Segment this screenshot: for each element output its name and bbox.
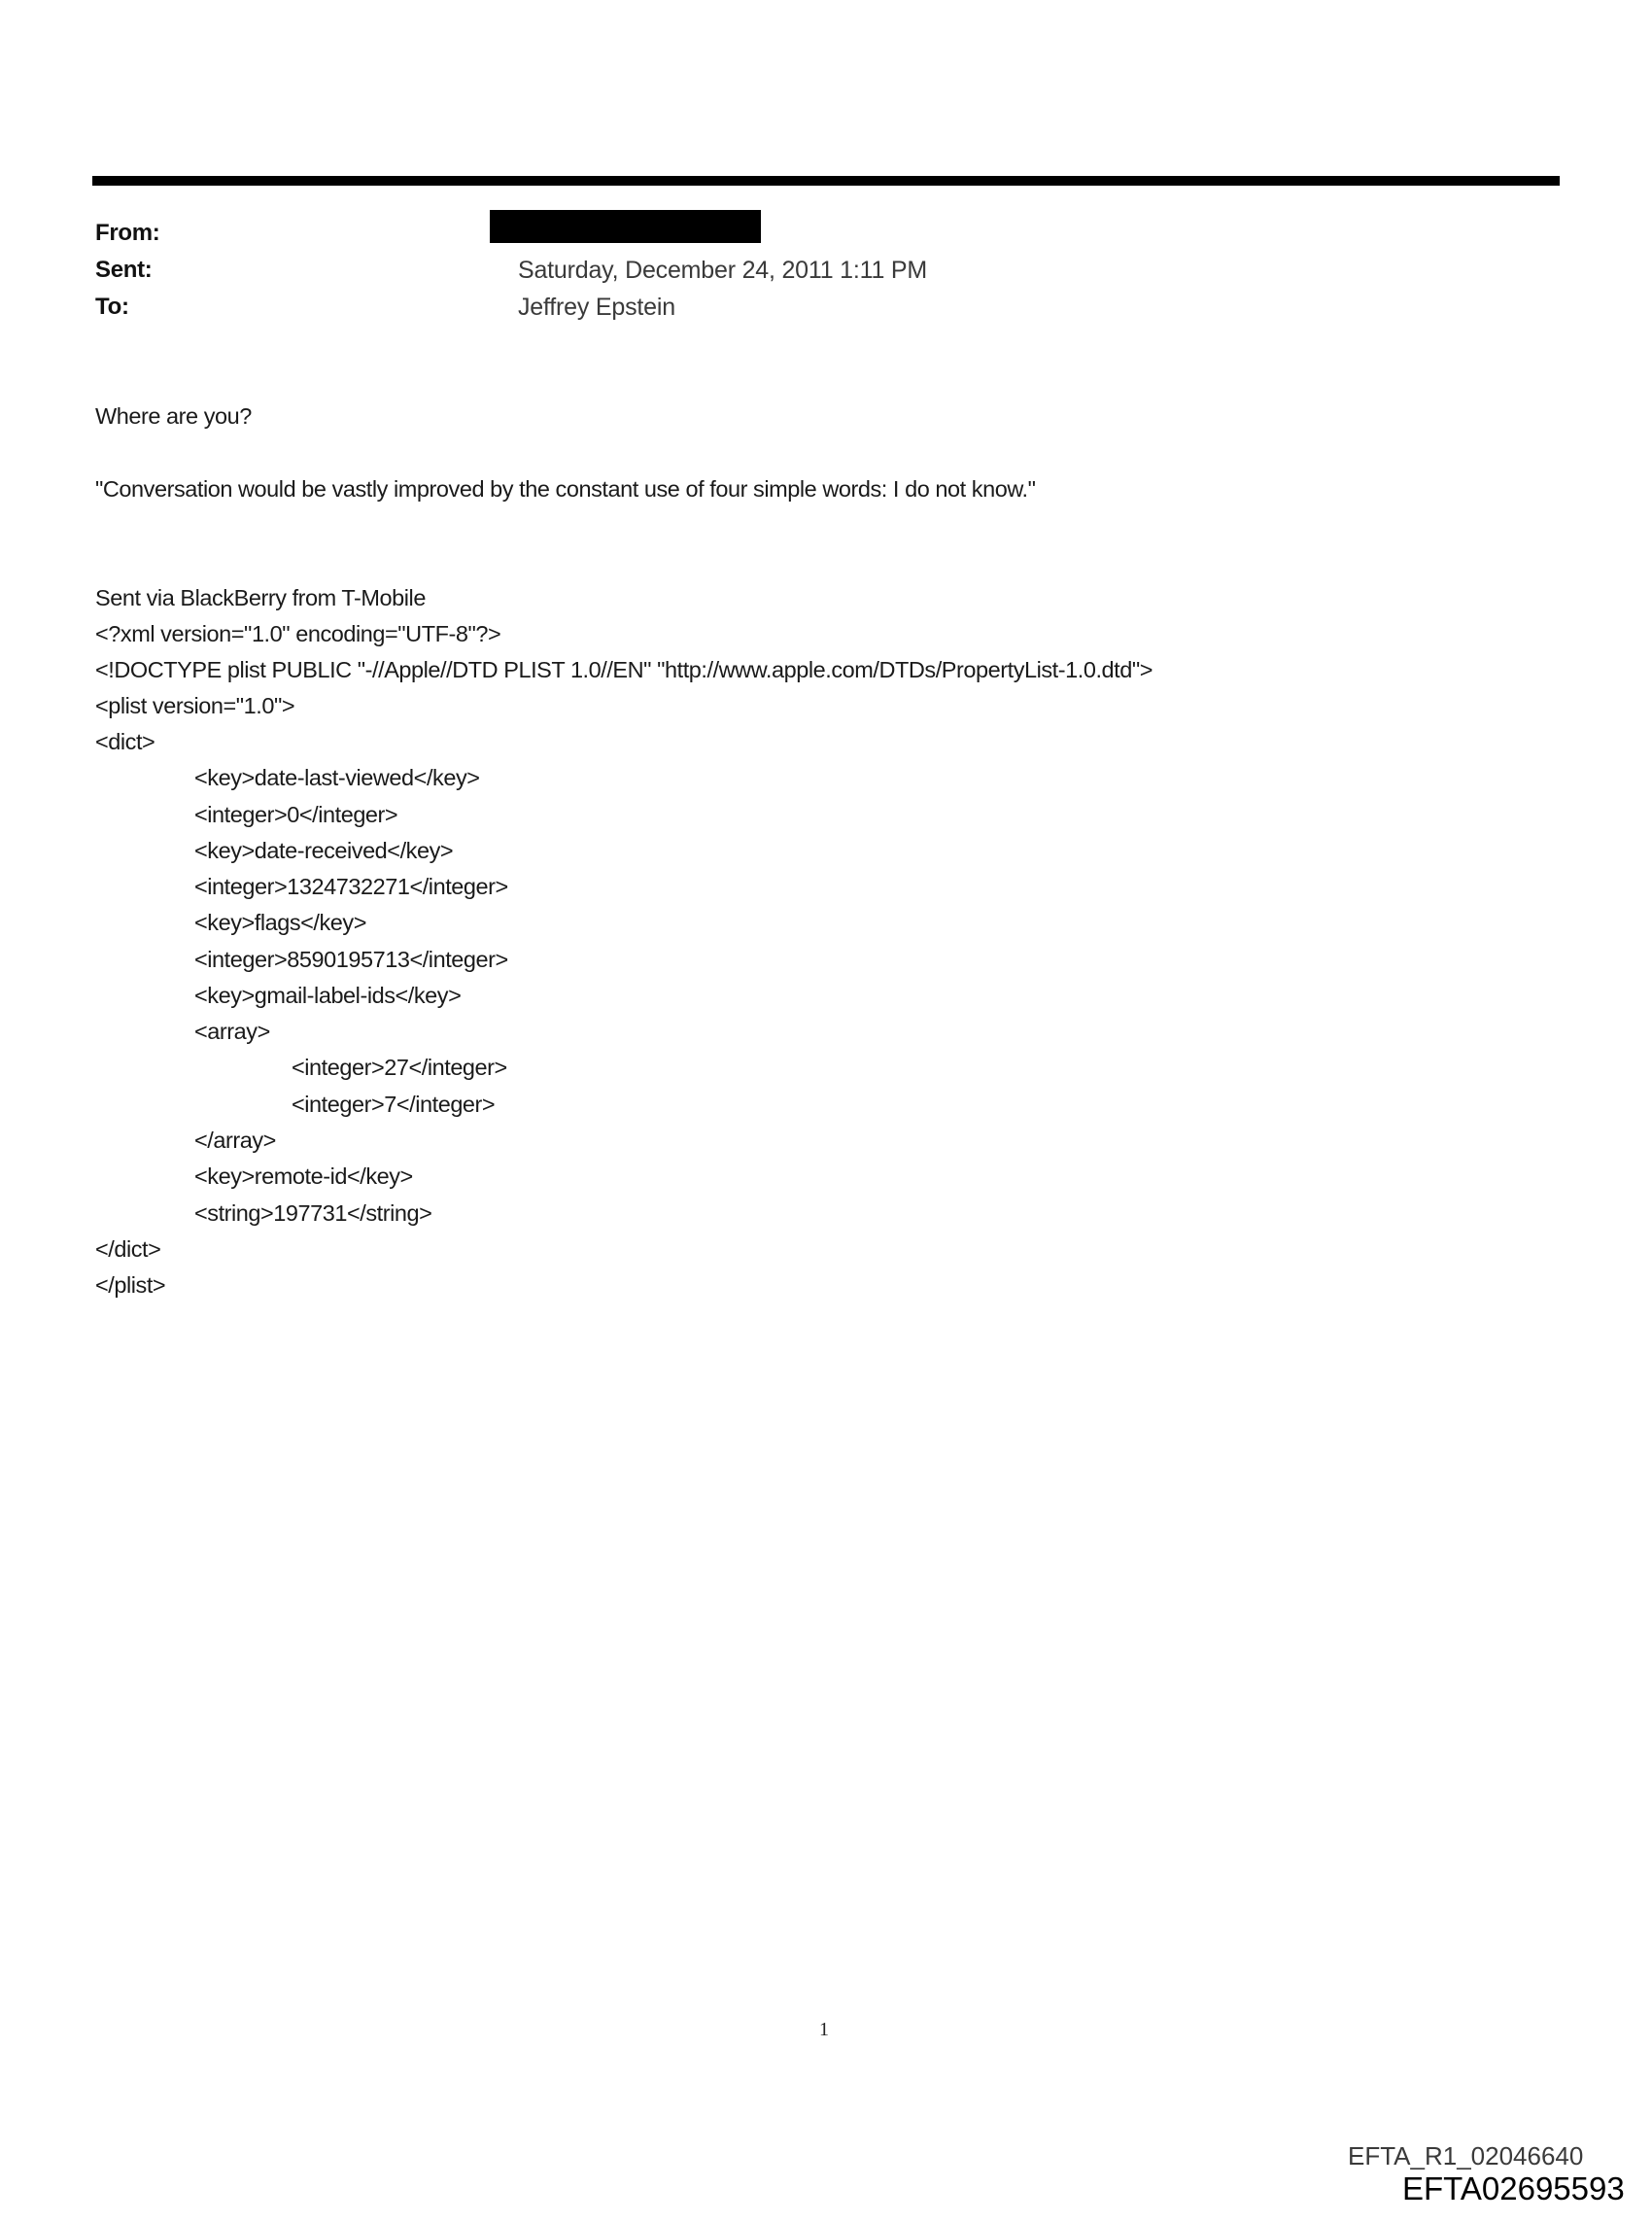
plist-line: <string>197731</string> [194, 1200, 432, 1226]
plist-line: <dict> [95, 729, 155, 754]
plist-line: <integer>0</integer> [194, 802, 398, 827]
bates-number-primary: EFTA_R1_02046640 [1348, 2141, 1584, 2170]
plist-line: <array> [194, 1019, 270, 1044]
sent-label: Sent: [95, 257, 153, 283]
greeting-text: Where are you? [95, 403, 252, 429]
redaction-box [490, 210, 761, 243]
from-label: From: [95, 220, 160, 246]
plist-line: <integer>8590195713</integer> [194, 947, 508, 972]
plist-line: </plist> [95, 1272, 166, 1298]
plist-line: <key>remote-id</key> [194, 1163, 413, 1189]
quote-text: "Conversation would be vastly improved by the constant use of four simple words: I do not know." [95, 476, 1036, 502]
sent-value: Saturday, December 24, 2011 1:11 PM [518, 257, 928, 284]
plist-line: </dict> [95, 1236, 161, 1262]
signature-text: Sent via BlackBerry from T-Mobile [95, 585, 426, 610]
plist-line: <integer>7</integer> [292, 1092, 496, 1117]
plist-line: <!DOCTYPE plist PUBLIC "-//Apple//DTD PLIST 1.0//EN" "http://www.apple.com/DTDs/PropertyList-1.0.dtd"> [95, 657, 1153, 682]
to-label: To: [95, 294, 129, 320]
plist-line: <key>gmail-label-ids</key> [194, 983, 462, 1008]
plist-line: <integer>27</integer> [292, 1055, 507, 1080]
plist-line: </array> [194, 1128, 276, 1153]
page-number: 1 [819, 2019, 829, 2040]
plist-line: <key>date-received</key> [194, 838, 454, 863]
plist-line: <key>date-last-viewed</key> [194, 765, 480, 790]
plist-line: <?xml version="1.0" encoding="UTF-8"?> [95, 621, 501, 646]
bates-number-secondary: EFTA02695593 [1402, 2170, 1625, 2206]
to-value: Jeffrey Epstein [518, 294, 675, 321]
plist-line: <plist version="1.0"> [95, 693, 295, 718]
plist-line: <key>flags</key> [194, 910, 367, 935]
header-rule [92, 176, 1560, 186]
plist-line: <integer>1324732271</integer> [194, 874, 508, 899]
